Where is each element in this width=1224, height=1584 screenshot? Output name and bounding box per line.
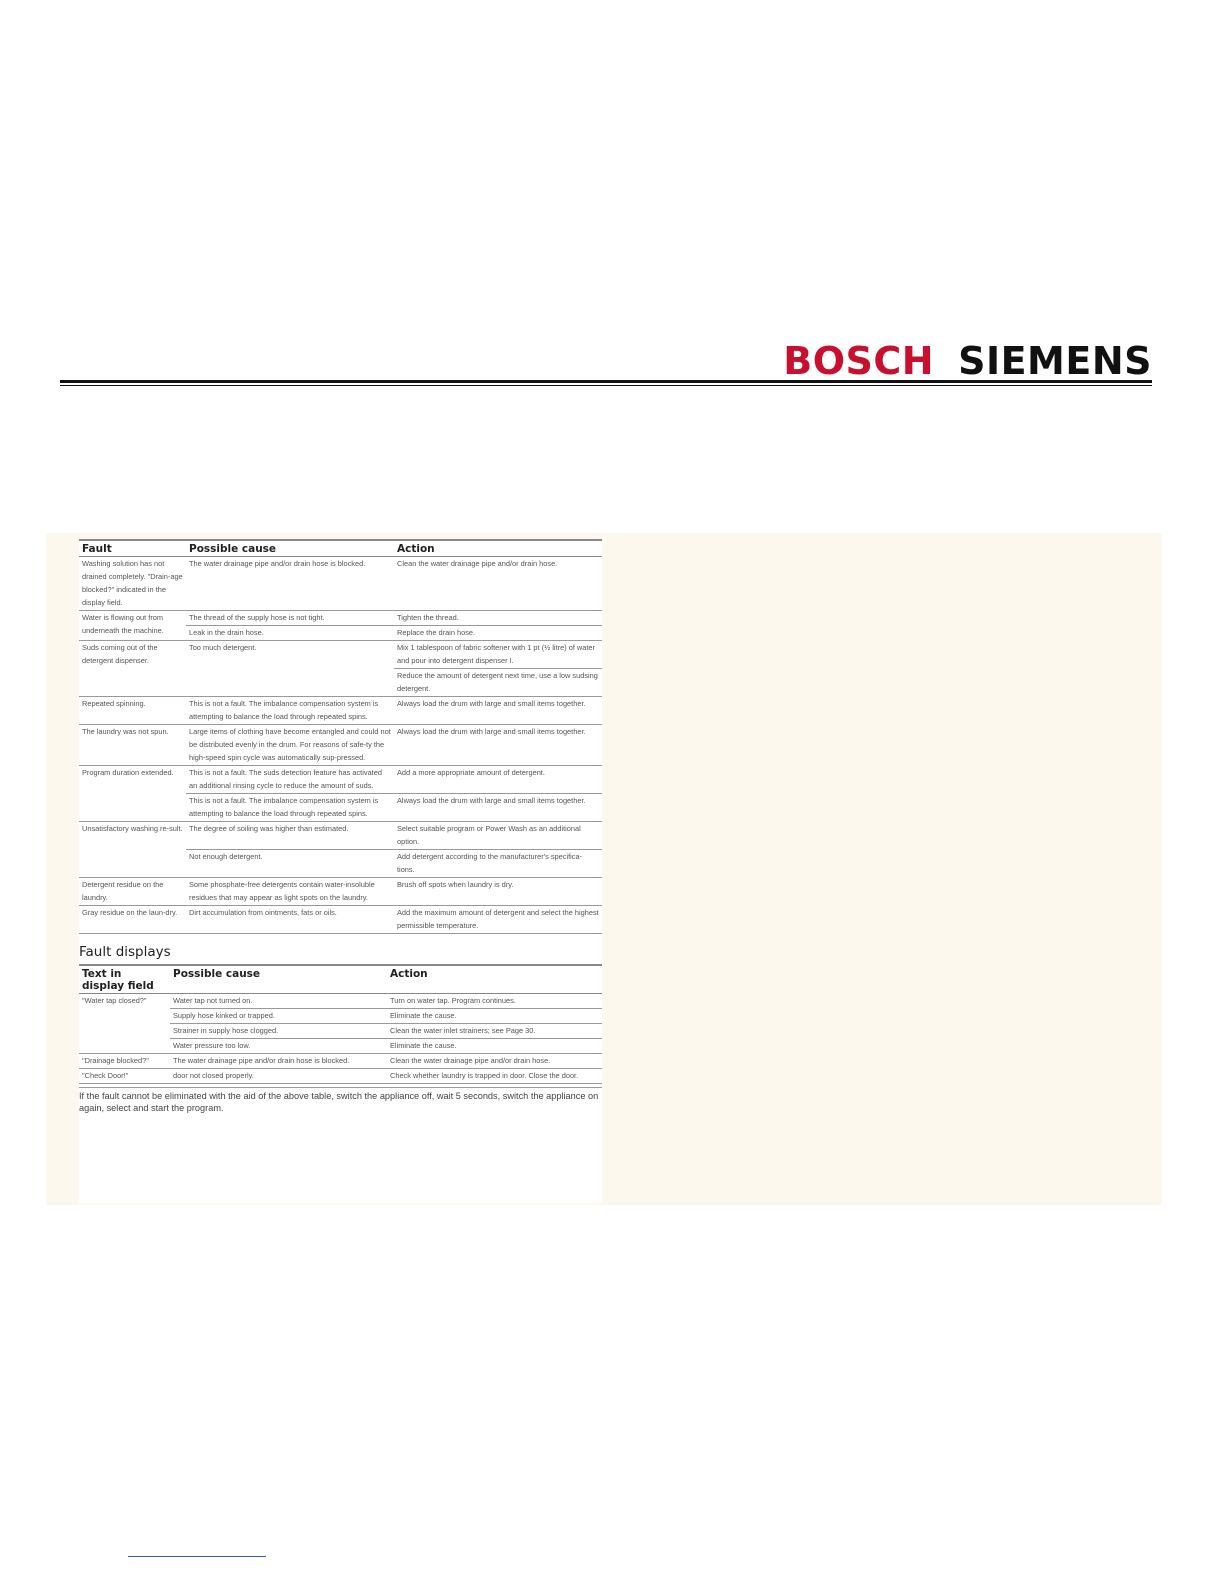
header-action: Action xyxy=(387,965,602,994)
action-cell: Always load the drum with large and small items together. xyxy=(394,725,602,766)
bosch-logo: BOSCH xyxy=(783,339,935,383)
manual-page-panel xyxy=(46,533,1162,1205)
fault-cell: Suds coming out of the detergent dispenser. xyxy=(79,641,186,697)
action-cell: Tighten the thread. xyxy=(394,611,602,626)
siemens-logo: SIEMENS xyxy=(958,339,1152,383)
cause-cell: Large items of clothing have become entangled and could not be distributed evenly in the drum. For reasons of safe-ty the high-speed spin cycle was automatically sup-pressed. xyxy=(186,725,394,766)
display-text-cell: "Check Door!" xyxy=(79,1069,170,1084)
fault-displays-table xyxy=(79,964,602,1084)
table-row xyxy=(79,994,602,1009)
cause-cell: This is not a fault. The imbalance compensation system is attempting to balance the load through repeated spins. xyxy=(186,697,394,725)
table-row xyxy=(79,641,602,669)
action-cell: Turn on water tap. Program continues. xyxy=(387,994,602,1009)
table-row xyxy=(79,1054,602,1069)
action-cell: Clean the water drainage pipe and/or drain hose. xyxy=(394,557,602,611)
fault-displays-header xyxy=(79,965,602,994)
manual-page xyxy=(79,539,602,1203)
table-row xyxy=(79,557,602,611)
display-text-cell: "Drainage blocked?" xyxy=(79,1054,170,1069)
cause-cell: The thread of the supply hose is not tight. xyxy=(186,611,394,626)
cause-cell: This is not a fault. The suds detection feature has activated an additional rinsing cycle to reduce the amount of suds. xyxy=(186,766,394,794)
fault-cell: Program duration extended. xyxy=(79,766,186,822)
fault-cell: Detergent residue on the laundry. xyxy=(79,878,186,906)
table-row xyxy=(79,766,602,794)
header-possible-cause: Possible cause xyxy=(170,965,387,994)
cause-cell: Too much detergent. xyxy=(186,641,394,697)
header-fault: Fault xyxy=(79,540,186,557)
cause-cell: This is not a fault. The imbalance compensation system is attempting to balance the load through repeated spins. xyxy=(186,794,394,822)
action-cell: Select suitable program or Power Wash as an additional option. xyxy=(394,822,602,850)
fault-cell: Repeated spinning. xyxy=(79,697,186,725)
action-cell: Add a more appropriate amount of detergent. xyxy=(394,766,602,794)
action-cell: Clean the water inlet strainers; see Page 30. xyxy=(387,1024,602,1039)
footer-link-underline[interactable] xyxy=(128,1556,266,1557)
fault-cell: Unsatisfactory washing re-sult. xyxy=(79,822,186,878)
action-cell: Replace the drain hose. xyxy=(394,626,602,641)
header-possible-cause: Possible cause xyxy=(186,540,394,557)
table-row xyxy=(79,906,602,934)
brand-logo xyxy=(783,339,1152,383)
header-rule xyxy=(60,380,1152,386)
fault-cell: The laundry was not spun. xyxy=(79,725,186,766)
fault-displays-title: Fault displays xyxy=(79,944,171,960)
cause-cell: Not enough detergent. xyxy=(186,850,394,878)
fault-table-header xyxy=(79,540,602,557)
fault-table xyxy=(79,539,602,934)
cause-cell: The water drainage pipe and/or drain hose is blocked. xyxy=(186,557,394,611)
fault-cell: Water is flowing out from underneath the machine. xyxy=(79,611,186,641)
cause-cell: The water drainage pipe and/or drain hose is blocked. xyxy=(170,1054,387,1069)
cause-cell: Dirt accumulation from ointments, fats or oils. xyxy=(186,906,394,934)
table-row xyxy=(79,822,602,850)
table-row xyxy=(79,611,602,626)
action-cell: Add detergent according to the manufacturer's specifica-tions. xyxy=(394,850,602,878)
action-cell: Eliminate the cause. xyxy=(387,1039,602,1054)
cause-cell: Leak in the drain hose. xyxy=(186,626,394,641)
table-row xyxy=(79,878,602,906)
cause-cell: Water tap not turned on. xyxy=(170,994,387,1009)
header-action: Action xyxy=(394,540,602,557)
action-cell: Clean the water drainage pipe and/or drain hose. xyxy=(387,1054,602,1069)
table-row xyxy=(79,1069,602,1084)
cause-cell: Some phosphate-free detergents contain water-insoluble residues that may appear as light spots on the laundry. xyxy=(186,878,394,906)
fault-note: If the fault cannot be eliminated with the aid of the above table, switch the appliance off, wait 5 seconds, switch the appliance on again, select and start the program. xyxy=(79,1087,602,1114)
cause-cell: The degree of soiling was higher than estimated. xyxy=(186,822,394,850)
action-cell: Add the maximum amount of detergent and select the highest permissible temperature. xyxy=(394,906,602,934)
action-cell: Brush off spots when laundry is dry. xyxy=(394,878,602,906)
cause-cell: Strainer in supply hose clogged. xyxy=(170,1024,387,1039)
cause-cell: Supply hose kinked or trapped. xyxy=(170,1009,387,1024)
header-text-in-display: Text in display field xyxy=(79,965,170,994)
table-row xyxy=(79,725,602,766)
action-cell: Eliminate the cause. xyxy=(387,1009,602,1024)
action-cell: Always load the drum with large and small items together. xyxy=(394,697,602,725)
action-cell: Always load the drum with large and small items together. xyxy=(394,794,602,822)
fault-cell: Gray residue on the laun-dry. xyxy=(79,906,186,934)
action-cell: Mix 1 tablespoon of fabric softener with 1 pt (½ litre) of water and pour into detergent dispenser I. xyxy=(394,641,602,669)
cause-cell: door not closed properly. xyxy=(170,1069,387,1084)
cause-cell: Water pressure too low. xyxy=(170,1039,387,1054)
table-row xyxy=(79,697,602,725)
display-text-cell: "Water tap closed?" xyxy=(79,994,170,1054)
action-cell: Reduce the amount of detergent next time, use a low sudsing detergent. xyxy=(394,669,602,697)
fault-cell: Washing solution has not drained completely. "Drain-age blocked?" indicated in the display field. xyxy=(79,557,186,611)
action-cell: Check whether laundry is trapped in door. Close the door. xyxy=(387,1069,602,1084)
